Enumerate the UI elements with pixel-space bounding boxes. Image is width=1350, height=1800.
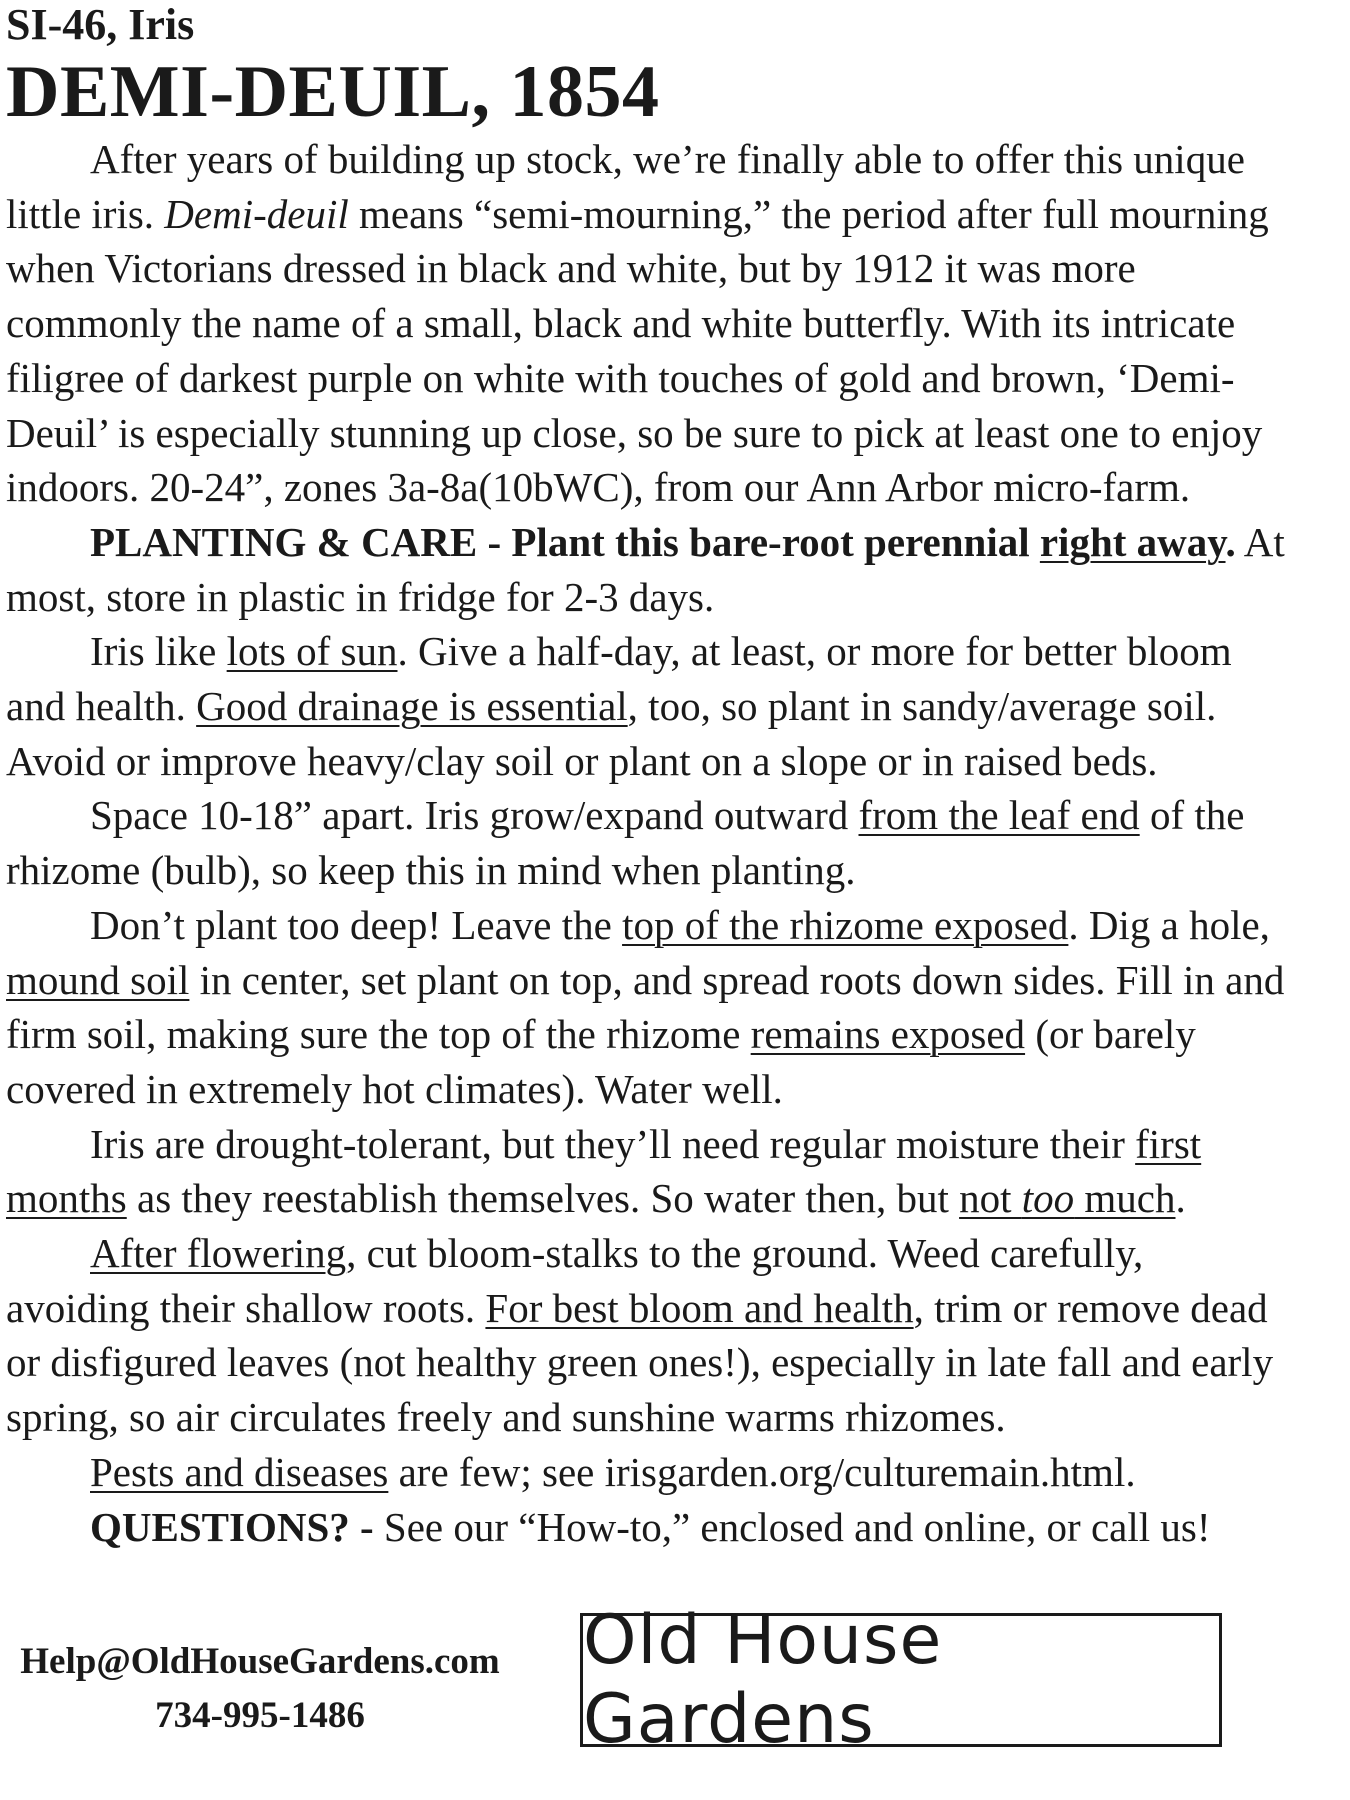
planting-text: At most, store in plastic in fridge for 2-3 days.: [6, 518, 1285, 620]
product-code: SI-46, Iris: [6, 0, 195, 49]
seed-packet-sheet: [6, 0, 1296, 1554]
contact-email[interactable]: Help@OldHouseGardens.com: [20, 1641, 500, 1682]
planting-heading: PLANTING & CARE - Plant this bare-root perennial: [90, 518, 1040, 565]
depth-text-2: . Dig a hole,: [1068, 901, 1270, 948]
pests-paragraph: [6, 1445, 1296, 1500]
contact-phone[interactable]: 734-995-1486: [155, 1695, 365, 1736]
spacing-text-1: Space 10-18” apart. Iris grow/expand outward: [90, 792, 859, 839]
product-title: DEMI-DEUIL, 1854: [6, 51, 660, 133]
sun-text-3: , too, so plant in sandy/average soil. Avoid or improve heavy/clay soil or plant on a slope or in raised beds.: [6, 683, 1217, 784]
depth-paragraph: [6, 898, 1296, 1117]
depth-emphasis-1: top of the rhizome exposed: [622, 901, 1069, 948]
questions-paragraph: [6, 1500, 1296, 1555]
water-emphasis-2: [959, 1175, 1175, 1221]
water-emphasis-2c: much: [1074, 1175, 1176, 1222]
sun-text-1: Iris like: [90, 628, 227, 675]
water-emphasis-2a: not: [959, 1175, 1022, 1222]
water-text-2: as they reestablish themselves. So water then, but: [126, 1175, 960, 1222]
pests-text: are few; see irisgarden.org/culturemain.html.: [388, 1448, 1136, 1495]
questions-heading: QUESTIONS? -: [90, 1503, 374, 1550]
after-text-2: , trim or remove dead or disfigured leaves (not healthy green ones!), especially in late fall and early spring, so air circulates freely and sunshine warms rhizomes.: [6, 1284, 1274, 1441]
description-body: [6, 132, 1296, 1554]
after-emphasis-1: After flowering: [90, 1230, 347, 1277]
questions-text: See our “How-to,” enclosed and online, or call us!: [373, 1503, 1211, 1550]
sun-emphasis-2: Good drainage is essential: [196, 683, 628, 730]
water-emphasis-1: first months: [6, 1120, 1202, 1222]
water-text-3: .: [1175, 1175, 1186, 1222]
intro-text-1: After years of building up stock, we’re finally able to offer this unique little iris.: [6, 136, 1245, 237]
sun-paragraph: [6, 624, 1296, 788]
depth-text-4: (or barely covered in extremely hot climates). Water well.: [6, 1011, 1196, 1112]
intro-italic-term: Demi-deuil: [164, 190, 349, 237]
spacing-text-2: of the rhizome (bulb), so keep this in mind when planting.: [6, 792, 1245, 894]
planting-emphasis: right away: [1039, 518, 1226, 565]
spacing-paragraph: [6, 788, 1296, 897]
sun-emphasis-1: lots of sun: [226, 628, 398, 675]
after-emphasis-2: For best bloom and health: [485, 1284, 914, 1331]
after-flowering-paragraph: [6, 1226, 1296, 1445]
contact-block: [0, 1635, 520, 1743]
water-emphasis-2b: too: [1021, 1175, 1075, 1222]
brand-logo-text: Old House Gardens: [583, 1601, 943, 1759]
intro-paragraph: [6, 132, 1296, 515]
pests-emphasis: Pests and diseases: [90, 1448, 389, 1495]
after-text-1: , cut bloom-stalks to the ground. Weed carefully, avoiding their shallow roots.: [6, 1230, 1144, 1331]
planting-paragraph: [6, 515, 1296, 624]
depth-emphasis-3: remains exposed: [750, 1011, 1026, 1058]
watering-paragraph: [6, 1117, 1296, 1226]
depth-text-1: Don’t plant too deep! Leave the: [90, 901, 623, 948]
depth-emphasis-2: mound soil: [6, 956, 190, 1003]
spacing-emphasis: from the leaf end: [858, 792, 1140, 839]
planting-heading-end: .: [1225, 518, 1236, 565]
depth-text-3: in center, set plant on top, and spread roots down sides. Fill in and firm soil, making sure the top of the rhizome: [6, 956, 1285, 1058]
intro-text-2: means “semi-mourning,” the period after full mourning when Victorians dressed in black and white, but by 1912 it was more commonly the name of a small, black and white butterfly. With its intricate filigree of darkest purple on white with touches of gold and brown, ‘Demi-Deuil’ is especially stunning up close, so be sure to pick at least one to enjoy indoors. 20-24”, zones 3a-8a(10bWC), from our Ann Arbor micro-farm.: [6, 190, 1269, 511]
sun-text-2: . Give a half-day, at least, or more for better bloom and health.: [6, 628, 1232, 730]
water-text-1: Iris are drought-tolerant, but they’ll need regular moisture their: [90, 1120, 1136, 1167]
brand-logo: [580, 1601, 1222, 1759]
